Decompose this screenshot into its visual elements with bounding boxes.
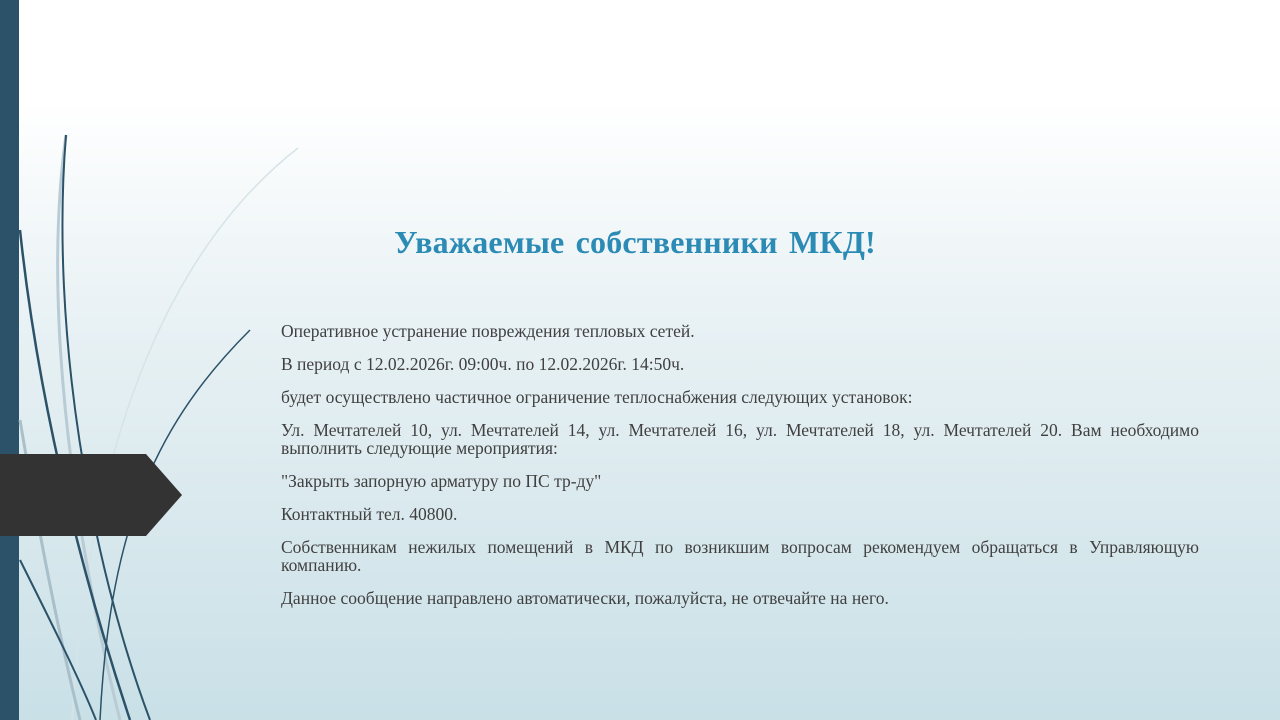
notice-body xyxy=(281,322,1199,622)
arrow-tab xyxy=(0,454,182,536)
curve-dark-1 xyxy=(62,135,150,720)
paragraph-action: "Закрыть запорную арматуру по ПС тр-ду" xyxy=(281,471,602,491)
slide-title: Уважаемые собственники МКД! xyxy=(394,224,876,260)
curve-light-2 xyxy=(58,135,120,720)
paragraph-contact-phone: Контактный тел. 40800. xyxy=(281,504,458,524)
paragraph-period: В период с 12.02.2026г. 09:00ч. по 12.02.2026г. 14:50ч. xyxy=(281,354,685,374)
curve-dark-4 xyxy=(20,560,96,720)
paragraph-owners-advice: Собственникам нежилых помещений в МКД по возникшим вопросам рекомендуем обращаться в Управляющую компанию. xyxy=(281,537,1199,575)
paragraph-auto-message: Данное сообщение направлено автоматически, пожалуйста, не отвечайте на него. xyxy=(281,588,889,608)
curve-light-1 xyxy=(72,148,298,720)
paragraph-restriction: будет осуществлено частичное ограничение теплоснабжения следующих установок: xyxy=(281,387,913,407)
paragraph-repair: Оперативное устранение повреждения тепловых сетей. xyxy=(281,321,695,341)
paragraph-addresses: Ул. Мечтателей 10, ул. Мечтателей 14, ул. Мечтателей 16, ул. Мечтателей 18, ул. Мечтателей 20. Вам необходимо выполнить следующие мероприятия: xyxy=(281,420,1199,458)
